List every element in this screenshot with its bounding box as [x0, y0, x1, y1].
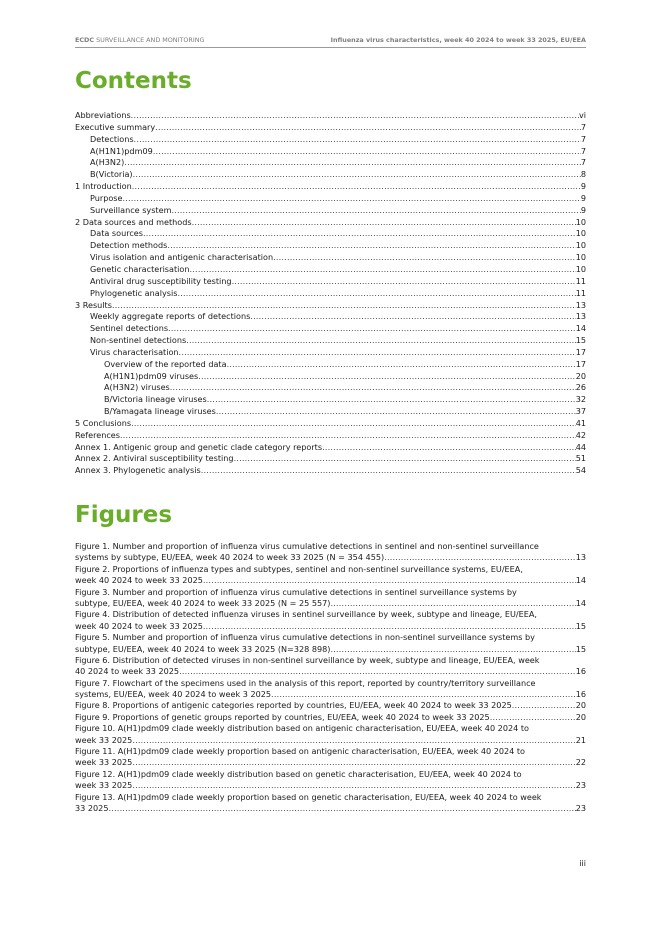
toc-entry-title: A(H3N2)	[90, 157, 125, 168]
toc-entry[interactable]	[75, 110, 586, 122]
toc-entry[interactable]	[75, 323, 586, 335]
figure-entry-page: 23	[575, 780, 586, 791]
toc-entry-title: Antiviral drug susceptibility testing	[90, 275, 232, 286]
toc-leader-dots	[131, 418, 576, 430]
toc-entry-page: 9	[580, 192, 586, 203]
toc-entry[interactable]	[75, 300, 586, 312]
figure-entry-text: subtype, EU/EEA, week 40 2024 to week 33 2025 (N = 25 557)	[75, 597, 331, 608]
toc-entry-page: 14	[575, 323, 586, 334]
toc-entry-page: 32	[575, 394, 586, 405]
figure-entry-page: 13	[575, 552, 586, 563]
toc-entry[interactable]	[75, 157, 586, 169]
toc-entry-page: 7	[580, 121, 586, 132]
toc-leader-dots	[170, 382, 576, 394]
toc-entry-title: A(H1N1)pdm09	[90, 145, 153, 156]
figure-entry[interactable]	[75, 655, 586, 678]
toc-entry-title: Genetic characterisation	[90, 263, 190, 274]
toc-entry[interactable]	[75, 430, 586, 442]
toc-entry-title: B(Victoria)	[90, 169, 133, 180]
toc-entry-title: Data sources	[90, 228, 143, 239]
toc-entry[interactable]	[75, 371, 586, 383]
toc-entry-page: 54	[575, 465, 586, 476]
figure-entry-page: 16	[575, 689, 586, 700]
toc-entry-page: 9	[580, 204, 586, 215]
toc-leader-dots	[124, 157, 581, 169]
toc-entry-title: Detections	[90, 133, 134, 144]
toc-leader-dots	[131, 110, 579, 122]
figure-leader-dots	[271, 689, 576, 700]
figure-entry-page: 15	[575, 620, 586, 631]
toc-entry[interactable]	[75, 169, 586, 181]
figure-entry-title-line1: Figure 1. Number and proportion of influenza virus cumulative detections in sentinel and non-sentinel surveillance	[75, 541, 539, 551]
figure-leader-dots	[179, 666, 576, 677]
figure-entry[interactable]	[75, 632, 586, 655]
toc-entry[interactable]	[75, 217, 586, 229]
figures-heading: Figures	[75, 502, 173, 528]
figure-entry[interactable]	[75, 678, 586, 701]
toc-entry-page: 10	[575, 240, 586, 251]
figure-entry-page: 21	[575, 734, 586, 745]
figure-entry-title-line2	[75, 575, 586, 586]
toc-leader-dots	[186, 335, 576, 347]
toc-leader-dots	[250, 311, 575, 323]
figure-entry-title-line1: Figure 12. A(H1)pdm09 clade weekly distribution based on genetic characterisation, EU/EEA, week 40 2024 to	[75, 768, 522, 779]
toc-entry-page: 9	[580, 181, 586, 192]
figure-leader-dots	[330, 598, 575, 609]
toc-entry[interactable]	[75, 264, 586, 276]
figure-entry-title-line1: Figure 11. A(H1)pdm09 clade weekly proportion based on antigenic characterisation, EU/EEA, week 40 2024 to	[75, 746, 526, 757]
figure-entry[interactable]	[75, 564, 586, 587]
figure-entry-page: 20	[575, 700, 586, 711]
figure-entry[interactable]	[75, 746, 586, 769]
toc-entry-title: References	[75, 429, 120, 440]
toc-entry-title: 1 Introduction	[75, 181, 132, 192]
header-org-abbrev: ECDC	[75, 36, 95, 44]
figure-leader-dots	[512, 700, 576, 711]
figure-entry[interactable]	[75, 541, 586, 564]
toc-entry[interactable]	[75, 453, 586, 465]
figure-entry-title-line2	[75, 712, 586, 723]
figure-entry-page: 14	[575, 575, 586, 586]
toc-entry-page: 17	[575, 358, 586, 369]
toc-entry-title: A(H3N2) viruses	[104, 382, 170, 393]
toc-leader-dots	[177, 288, 575, 300]
figure-leader-dots	[203, 621, 576, 632]
figure-entry-title-line1: Figure 10. A(H1)pdm09 clade weekly distribution based on antigenic characterisation, EU/EEA, week 40 2024 to	[75, 723, 529, 734]
toc-entry[interactable]	[75, 347, 586, 359]
toc-entry-title: Virus isolation and antigenic characterisation	[90, 252, 274, 263]
toc-leader-dots	[192, 217, 576, 229]
figure-entry-text: week 33 2025	[75, 734, 133, 745]
toc-entry-page: 8	[580, 169, 586, 180]
toc-leader-dots	[112, 300, 576, 312]
toc-leader-dots	[190, 264, 576, 276]
toc-leader-dots	[207, 394, 576, 406]
toc-entry-title: Overview of the reported data	[104, 358, 227, 369]
toc-entry-page: 11	[575, 275, 586, 286]
figure-entry-page: 22	[575, 757, 586, 768]
toc-entry-page: 10	[575, 252, 586, 263]
figure-entry-text: 40 2024 to week 33 2025	[75, 666, 180, 677]
list-of-figures	[75, 541, 586, 814]
toc-entry-page: 10	[575, 228, 586, 239]
toc-entry-title: 5 Conclusions	[75, 417, 132, 428]
toc-entry-page: 17	[575, 346, 586, 357]
figure-entry-title-line2	[75, 552, 586, 563]
figure-entry-text: 33 2025	[75, 802, 109, 813]
toc-entry[interactable]	[75, 240, 586, 252]
toc-leader-dots	[234, 453, 576, 465]
figure-entry[interactable]	[75, 609, 586, 632]
figure-entry-title-line1: Figure 6. Distribution of detected viruses in non-sentinel surveillance by week, subtype and lineage, EU/EEA, week	[75, 654, 540, 665]
toc-leader-dots	[273, 252, 576, 264]
figure-entry-title-line1: Figure 13. A(H1)pdm09 clade weekly proportion based on genetic characterisation, EU/EEA, week 40 2024 to week	[75, 791, 542, 802]
toc-entry-page: 42	[575, 429, 586, 440]
figure-entry-title-line1: Figure 4. Distribution of detected influenza viruses in sentinel surveillance by week, subtype and lineage, EU/EEA,	[75, 609, 537, 620]
figure-entry-title-line1: Figure 3. Number and proportion of influenza virus cumulative detections in sentinel surveillance systems by	[75, 586, 517, 597]
toc-entry[interactable]	[75, 359, 586, 371]
figure-entry-page: 14	[575, 597, 586, 608]
toc-leader-dots	[198, 371, 575, 383]
toc-entry[interactable]	[75, 382, 586, 394]
toc-leader-dots	[201, 465, 576, 477]
figure-entry-title-line2	[75, 644, 586, 655]
toc-entry[interactable]	[75, 335, 586, 347]
figure-entry-text: week 33 2025	[75, 780, 133, 791]
header-report-title: Influenza virus characteristics, week 40 2024 to week 33 2025, EU/EEA	[330, 36, 586, 44]
figure-leader-dots	[132, 757, 575, 768]
toc-entry[interactable]	[75, 181, 586, 193]
toc-entry-title: B/Victoria lineage viruses	[104, 394, 207, 405]
toc-entry-title: A(H1N1)pdm09 viruses	[104, 370, 199, 381]
figure-leader-dots	[203, 575, 576, 586]
figure-entry-title-line1: Figure 5. Number and proportion of influenza virus cumulative detections in non-sentinel surveillance systems by	[75, 632, 535, 643]
figure-entry-page: 20	[575, 711, 586, 722]
toc-entry-page: 26	[575, 382, 586, 393]
toc-entry[interactable]	[75, 311, 586, 323]
figure-entry-text: week 40 2024 to week 33 2025	[75, 575, 203, 586]
toc-entry-page: 15	[575, 335, 586, 346]
figure-entry-text: week 33 2025	[75, 757, 133, 768]
toc-entry[interactable]	[75, 288, 586, 300]
toc-entry-title: Surveillance system	[90, 204, 172, 215]
toc-entry[interactable]	[75, 252, 586, 264]
figure-entry-title-line1: Figure 2. Proportions of influenza types and subtypes, sentinel and non-sentinel surveillance systems, EU/EEA,	[75, 563, 523, 574]
table-of-contents	[75, 110, 586, 477]
toc-entry-title: Abbreviations	[75, 110, 131, 120]
figure-entry[interactable]	[75, 723, 586, 746]
figure-entry-title-line2	[75, 621, 586, 632]
figure-entry-title-line1: Figure 7. Flowchart of the specimens used in the analysis of this report, reported by country/territory surveillance	[75, 677, 536, 688]
figure-entry-text: systems by subtype, EU/EEA, week 40 2024 to week 33 2025 (N = 354 455)	[75, 552, 385, 563]
toc-entry-title: Virus characterisation	[90, 346, 179, 357]
figure-entry-title-line2	[75, 803, 586, 814]
toc-entry[interactable]	[75, 442, 586, 454]
toc-entry-title: Phylogenetic analysis	[90, 287, 178, 298]
figure-entry-title-line2	[75, 689, 586, 700]
figure-entry-title-line2	[75, 780, 586, 791]
toc-entry-page: vi	[578, 110, 586, 120]
toc-entry[interactable]	[75, 122, 586, 134]
figure-entry-text: systems, EU/EEA, week 40 2024 to week 3 2025	[75, 689, 272, 700]
toc-leader-dots	[227, 359, 576, 371]
toc-entry[interactable]	[75, 465, 586, 477]
toc-leader-dots	[322, 442, 576, 454]
toc-entry-title: 2 Data sources and methods	[75, 216, 192, 227]
toc-entry-title: B/Yamagata lineage viruses	[104, 406, 216, 417]
figure-entry-text: week 40 2024 to week 33 2025	[75, 620, 203, 631]
toc-leader-dots	[171, 205, 580, 217]
toc-entry[interactable]	[75, 205, 586, 217]
toc-entry-page: 44	[575, 441, 586, 452]
toc-entry-title: Weekly aggregate reports of detections	[90, 311, 251, 322]
figure-entry[interactable]	[75, 700, 586, 711]
toc-entry-title: 3 Results	[75, 299, 112, 310]
toc-entry-page: 13	[575, 299, 586, 310]
toc-entry[interactable]	[75, 228, 586, 240]
toc-entry-page: 7	[580, 133, 586, 144]
toc-entry-page: 7	[580, 145, 586, 156]
toc-entry[interactable]	[75, 394, 586, 406]
toc-entry-page: 20	[575, 370, 586, 381]
toc-entry-title: Purpose	[90, 192, 123, 203]
figure-entry-page: 15	[575, 643, 586, 654]
toc-entry-title: Annex 3. Phylogenetic analysis	[75, 465, 201, 476]
toc-entry[interactable]	[75, 418, 586, 430]
toc-leader-dots	[168, 323, 576, 335]
toc-entry[interactable]	[75, 134, 586, 146]
toc-entry[interactable]	[75, 146, 586, 158]
toc-entry-page: 10	[575, 216, 586, 227]
contents-heading: Contents	[75, 68, 192, 94]
figure-entry[interactable]	[75, 587, 586, 610]
figure-entry-text: subtype, EU/EEA, week 40 2024 to week 33 2025 (N=328 898)	[75, 643, 331, 654]
toc-entry-page: 11	[575, 287, 586, 298]
toc-entry-page: 51	[575, 453, 586, 464]
running-header	[75, 35, 586, 48]
toc-leader-dots	[232, 276, 576, 288]
toc-leader-dots	[122, 193, 580, 205]
toc-leader-dots	[155, 122, 581, 134]
page-number: iii	[579, 859, 586, 868]
toc-entry-title: Annex 2. Antiviral susceptibility testing	[75, 453, 234, 464]
figure-entry-title-line2	[75, 598, 586, 609]
toc-leader-dots	[179, 347, 576, 359]
figure-leader-dots	[132, 780, 575, 791]
toc-entry-page: 37	[575, 406, 586, 417]
toc-leader-dots	[132, 181, 581, 193]
toc-entry-page: 10	[575, 263, 586, 274]
figure-entry-text: Figure 9. Proportions of genetic groups reported by countries, EU/EEA, week 40 2024 to week 33 2025	[75, 711, 490, 722]
toc-entry-title: Annex 1. Antigenic group and genetic clade category reports	[75, 441, 323, 452]
toc-entry-title: Non-sentinel detections	[90, 335, 187, 346]
toc-leader-dots	[216, 406, 576, 418]
figure-entry[interactable]	[75, 769, 586, 792]
toc-leader-dots	[153, 146, 581, 158]
figure-entry-title-line2	[75, 757, 586, 768]
toc-leader-dots	[133, 169, 581, 181]
figure-leader-dots	[108, 803, 575, 814]
figure-entry-page: 23	[575, 802, 586, 813]
figure-leader-dots	[132, 735, 575, 746]
figure-leader-dots	[490, 712, 576, 723]
figure-leader-dots	[384, 552, 576, 563]
toc-entry-title: Executive summary	[75, 121, 156, 132]
toc-leader-dots	[143, 228, 576, 240]
toc-entry-page: 13	[575, 311, 586, 322]
toc-entry[interactable]	[75, 276, 586, 288]
toc-entry-page: 7	[580, 157, 586, 168]
figure-leader-dots	[330, 644, 575, 655]
figure-entry[interactable]	[75, 792, 586, 815]
figure-entry-page: 16	[575, 666, 586, 677]
header-org	[75, 36, 204, 44]
figure-entry-text: Figure 8. Proportions of antigenic categories reported by countries, EU/EEA, week 40 2024 to week 33 2025	[75, 700, 512, 711]
toc-entry[interactable]	[75, 193, 586, 205]
toc-leader-dots	[167, 240, 575, 252]
toc-entry-page: 41	[575, 417, 586, 428]
toc-leader-dots	[120, 430, 576, 442]
toc-entry-title: Sentinel detections	[90, 323, 169, 334]
figure-entry-title-line2	[75, 666, 586, 677]
figure-entry[interactable]	[75, 712, 586, 723]
toc-entry-title: Detection methods	[90, 240, 168, 251]
toc-entry[interactable]	[75, 406, 586, 418]
header-section: SURVEILLANCE AND MONITORING	[94, 36, 205, 44]
figure-entry-title-line2	[75, 700, 586, 711]
toc-leader-dots	[134, 134, 581, 146]
figure-entry-title-line2	[75, 735, 586, 746]
